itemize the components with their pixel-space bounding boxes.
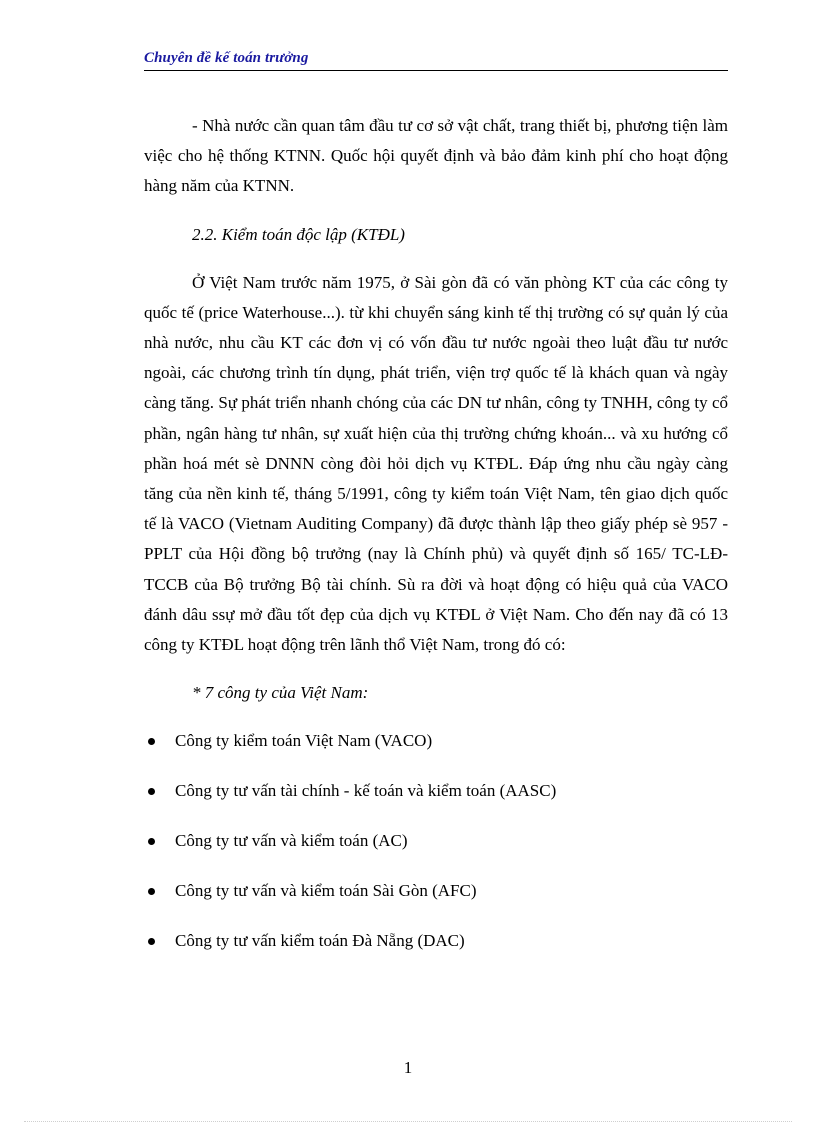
list-item-text: Công ty tư vấn và kiểm toán Sài Gòn (AFC) bbox=[175, 881, 477, 901]
list-item bbox=[144, 926, 728, 956]
bullet-icon bbox=[148, 738, 155, 745]
list-subheading: * 7 công ty của Việt Nam: bbox=[192, 683, 369, 703]
paragraph-investment: - Nhà nước cần quan tâm đầu tư cơ sở vật chất, trang thiết bị, phương tiện làm việc cho hệ thống KTNN. Quốc hội quyết định và bảo đảm kinh phí cho hoạt động hàng năm của KTNN. bbox=[144, 116, 728, 196]
list-item bbox=[144, 776, 728, 806]
spacer bbox=[144, 250, 728, 268]
list-item bbox=[144, 876, 728, 906]
list-item bbox=[144, 826, 728, 856]
bullet-icon bbox=[148, 938, 155, 945]
page-header bbox=[144, 50, 728, 71]
list-item-text: Công ty tư vấn kiểm toán Đà Nẵng (DAC) bbox=[175, 931, 465, 951]
page-number: 1 bbox=[403, 1058, 413, 1077]
page-bottom-divider bbox=[24, 1121, 792, 1122]
section-heading: 2.2. Kiểm toán độc lập (KTĐL) bbox=[192, 224, 405, 244]
spacer bbox=[144, 660, 728, 678]
list-item bbox=[144, 726, 728, 756]
list-item-text: Công ty kiểm toán Việt Nam (VACO) bbox=[175, 731, 433, 751]
bullet-icon bbox=[148, 788, 155, 795]
spacer bbox=[144, 202, 728, 220]
document-body bbox=[144, 111, 728, 976]
spacer bbox=[144, 708, 728, 726]
company-list bbox=[144, 726, 728, 956]
list-item-text: Công ty tư vấn và kiểm toán (AC) bbox=[175, 831, 408, 851]
list-item-text: Công ty tư vấn tài chính - kế toán và kiểm toán (AASC) bbox=[175, 781, 557, 801]
header-title: Chuyên đề kế toán trưởng bbox=[144, 50, 309, 66]
paragraph-independent-audit: Ở Việt Nam trước năm 1975, ở Sài gòn đã có văn phòng KT của các công ty quốc tế (price Waterhouse...). từ khi chuyển sáng kinh tế thị trường có sự quản lý của nhà nước, nhu cầu KT các đơn vị có vốn đầu tư nước ngoài theo luật đầu tư nước ngoài, các chương trình tín dụng, phát triển, viện trợ quốc tế là khách quan và ngày càng tăng. Sự phát triển nhanh chóng của các DN tư nhân, công ty TNHH, công ty cổ phần, ngân hàng tư nhân, sự xuất hiện của thị trường chứng khoán... và xu hướng cổ phần hoá mét sè DNNN còng đòi hỏi dịch vụ KTĐL. Đáp ứng nhu cầu ngày càng tăng của nền kinh tế, tháng 5/1991, công ty kiểm toán Việt Nam, tên giao dịch quốc tế là VACO (Vietnam Auditing Company) đã được thành lập theo giấy phép sè 957 - PPLT của Hội đồng bộ trưởng (nay là Chính phủ) và quyết định số 165/ TC-LĐ-TCCB của Bộ trưởng Bộ tài chính. Sù ra đời và hoạt động có hiệu quả của VACO đánh dâu ssự mở đầu tốt đẹp của dịch vụ KTĐL ở Việt Nam. Cho đến nay đã có 13 công ty KTĐL hoạt động trên lãnh thổ Việt Nam, trong đó có: bbox=[144, 272, 728, 655]
bullet-icon bbox=[148, 838, 155, 845]
bullet-icon bbox=[148, 888, 155, 895]
